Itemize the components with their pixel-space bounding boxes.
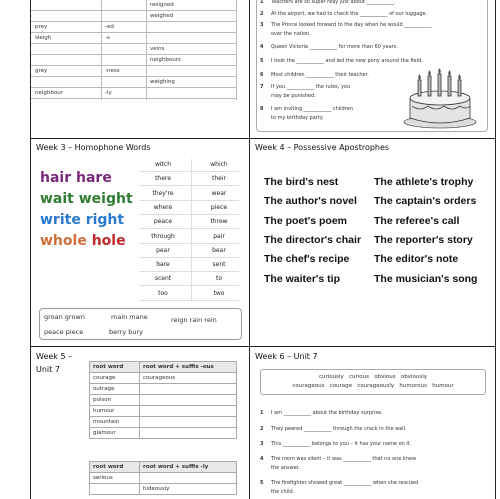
sentence-text: If you ___________ the rules, you bbox=[271, 84, 351, 90]
homophone-row-line bbox=[139, 200, 239, 201]
sentence bbox=[260, 44, 398, 50]
table-cell: glamour bbox=[90, 428, 140, 439]
homophone-row-line bbox=[139, 228, 239, 229]
table-row-line bbox=[31, 21, 237, 22]
table-header-row bbox=[90, 362, 237, 373]
sentence-number: 2 bbox=[260, 11, 264, 17]
week5-cell bbox=[31, 347, 249, 499]
homophone-word: hair bbox=[40, 170, 72, 186]
homophone-pair bbox=[40, 212, 124, 228]
sentence-number: 4 bbox=[260, 44, 264, 50]
table-cell: hideously bbox=[140, 484, 237, 495]
homophone-row-line bbox=[139, 285, 239, 286]
possessive-phrase: The reporter's story bbox=[374, 233, 473, 246]
table-cell bbox=[140, 384, 237, 395]
sentence-text: to my birthday party. bbox=[271, 115, 324, 121]
homophone-row-line bbox=[139, 214, 239, 215]
table-cell: outrage bbox=[90, 384, 140, 395]
ly-suffix-table bbox=[89, 461, 237, 495]
homophone-word: wait bbox=[40, 191, 74, 207]
sentence-number: 4 bbox=[260, 456, 264, 462]
table-cell: -s bbox=[105, 35, 110, 41]
table-row-line bbox=[31, 76, 237, 77]
table-cell: resigned bbox=[150, 2, 174, 8]
sentence-text: Teachers are so super reay just about ___________. bbox=[271, 0, 396, 5]
homophone-cell: their bbox=[212, 175, 226, 183]
table-cell: grey bbox=[35, 68, 48, 74]
table-row-line bbox=[31, 54, 237, 55]
word-bank bbox=[260, 369, 486, 395]
week1-cell bbox=[31, 0, 249, 138]
homophone-box-word: berry bury bbox=[109, 328, 144, 336]
table-cell: poison bbox=[90, 395, 140, 406]
table-header: root word bbox=[90, 362, 140, 373]
table-row-line bbox=[31, 65, 237, 66]
homophone-cell: there bbox=[155, 175, 171, 183]
sentence-text: Most children ___________ their teacher. bbox=[271, 72, 369, 78]
sentence bbox=[260, 106, 353, 112]
grid-right-border bbox=[495, 0, 496, 499]
sentence bbox=[260, 11, 427, 17]
sentence-text: Queen Victoria ___________ for more than 60 years. bbox=[271, 44, 398, 50]
week5-heading: Week 5 – bbox=[36, 352, 73, 361]
sentence bbox=[260, 441, 411, 447]
sentence-number: 1 bbox=[260, 0, 264, 5]
sentence-text: I am inviting ___________ children bbox=[271, 106, 353, 112]
sentence-text: I took the ___________ and led the new pony around the field. bbox=[271, 58, 423, 64]
possessive-phrase: The referee's call bbox=[374, 214, 460, 227]
word-bank-line-1: curiously curious obvious obviously bbox=[318, 374, 428, 380]
sentence-number: 6 bbox=[260, 72, 264, 78]
table-cell bbox=[140, 417, 237, 428]
table-header: root word + suffix -ly bbox=[140, 462, 237, 473]
possessive-phrase: The captain's orders bbox=[374, 195, 477, 208]
sentence bbox=[260, 456, 416, 462]
homophone-word: whole bbox=[40, 233, 87, 249]
table-cell: courage bbox=[90, 373, 140, 384]
table-row-line bbox=[31, 10, 237, 11]
table-cell: serious bbox=[90, 473, 140, 484]
sentence bbox=[260, 31, 311, 37]
table-row bbox=[90, 417, 237, 428]
homophone-cell: to bbox=[215, 275, 223, 283]
sentence-text: over the nation. bbox=[271, 31, 311, 37]
sentence bbox=[260, 58, 423, 64]
week5-heading-unit: Unit 7 bbox=[36, 365, 60, 374]
sentence-text: They peered ___________ through the crack in the wall. bbox=[271, 426, 407, 432]
sentence-text: The room was silent – it was ___________ that no one knew bbox=[271, 456, 417, 462]
homophone-word: hare bbox=[76, 170, 112, 186]
sentence-number: 5 bbox=[260, 480, 264, 486]
homophone-cell: peace bbox=[153, 218, 173, 226]
homophone-row-line bbox=[139, 171, 239, 172]
table-header: root word + suffix -ous bbox=[140, 362, 237, 373]
possessive-phrase: The waiter's tip bbox=[264, 272, 341, 285]
table-cell: weighing bbox=[150, 79, 175, 85]
sentence-number: 3 bbox=[260, 22, 264, 28]
possessive-phrase: The bird's nest bbox=[264, 176, 339, 188]
homophone-word: write bbox=[40, 212, 81, 228]
homophone-cell: scent bbox=[154, 275, 172, 283]
sentence bbox=[260, 0, 396, 5]
table-row-line bbox=[31, 43, 237, 44]
table-cell bbox=[140, 395, 237, 406]
week3-cell bbox=[31, 139, 249, 346]
table-cell: -ness bbox=[105, 68, 120, 74]
possessive-phrase: The author's novel bbox=[264, 195, 357, 208]
word-bank-line-2: courageous courage courageously humorous humour bbox=[292, 383, 454, 389]
table-row bbox=[90, 473, 237, 484]
sentence-text: The firefighter showed great ___________ when she rescued bbox=[271, 480, 419, 486]
homophone-cell: pair bbox=[213, 232, 225, 240]
table-cell: weighed bbox=[150, 13, 174, 19]
sentence-text: The Prince looked forward to the day when he would ___________ bbox=[271, 22, 432, 28]
sentence bbox=[260, 426, 407, 432]
sentence-number: 1 bbox=[260, 410, 264, 416]
table-cell: veins bbox=[150, 46, 165, 52]
w1-col-line-2 bbox=[146, 0, 147, 100]
sentence bbox=[260, 465, 300, 471]
birthday-cake-image bbox=[400, 68, 480, 130]
homophone-cell: through bbox=[151, 232, 175, 240]
table-cell: sleigh bbox=[35, 35, 52, 41]
homophone-cell: pear bbox=[156, 246, 170, 254]
table-cell bbox=[140, 473, 237, 484]
homophone-row-line bbox=[139, 185, 239, 186]
sentence-number: 2 bbox=[260, 426, 264, 432]
table-row-line bbox=[31, 98, 237, 99]
sentence-text: the answer. bbox=[271, 465, 300, 471]
homophone-cell: two bbox=[213, 289, 225, 297]
homophone-box-word: reign rain rein bbox=[171, 316, 217, 324]
sentence bbox=[260, 22, 432, 28]
homophone-word: right bbox=[85, 212, 125, 228]
homophone-word: hole bbox=[91, 233, 126, 249]
table-row bbox=[90, 395, 237, 406]
homophone-cell: which bbox=[210, 161, 228, 168]
table-cell: neighbours bbox=[150, 57, 181, 63]
table-row bbox=[90, 384, 237, 395]
possessive-phrase: The musician's song bbox=[374, 272, 478, 285]
sentence-number: 8 bbox=[260, 106, 264, 112]
sentence bbox=[260, 84, 350, 90]
sentence bbox=[260, 480, 418, 486]
week6-heading: Week 6 – Unit 7 bbox=[255, 352, 318, 361]
possessive-phrase: The athlete's trophy bbox=[374, 176, 474, 188]
week3-heading: Week 3 – Homophone Words bbox=[36, 143, 151, 152]
week4-heading: Week 4 – Possessive Apostrophes bbox=[255, 143, 390, 152]
sentence-text: At the airport, we had to check the ___________ of our luggage. bbox=[271, 11, 428, 17]
homophone-row-line bbox=[139, 257, 239, 258]
sentence-text: This ___________ belongs to you – it has your name on it. bbox=[271, 441, 412, 447]
sentence-text: I am ___________ about the birthday surprise. bbox=[271, 410, 383, 416]
homophone-cell: sent bbox=[212, 261, 226, 269]
homophone-pair bbox=[40, 233, 126, 249]
table-cell: -ed bbox=[105, 24, 114, 30]
homophone-pair bbox=[40, 170, 112, 186]
homophone-cell: bare bbox=[156, 261, 170, 269]
possessive-phrase: The editor's note bbox=[374, 253, 459, 266]
possessive-phrase: The poet's poem bbox=[264, 214, 348, 227]
homophone-box-word: peace piece bbox=[44, 328, 84, 336]
sentence-number: 3 bbox=[260, 441, 264, 447]
week6-cell bbox=[250, 347, 495, 499]
sentence bbox=[260, 115, 324, 121]
homophone-cell: threw bbox=[210, 218, 228, 226]
homophone-cell: wear bbox=[211, 189, 227, 197]
table-row-line bbox=[31, 32, 237, 33]
homophone-row-line bbox=[139, 300, 239, 301]
week2-cell bbox=[250, 0, 495, 138]
homophone-box-word: groan grown bbox=[44, 313, 85, 321]
possessive-phrase: The director's chair bbox=[264, 233, 362, 246]
table-cell bbox=[140, 406, 237, 417]
w1-col-line-1 bbox=[101, 0, 102, 100]
sentence-number: 7 bbox=[260, 84, 264, 90]
homophone-cell: bear bbox=[212, 246, 226, 254]
table-row bbox=[90, 428, 237, 439]
table-cell: -ly bbox=[105, 90, 112, 96]
week4-cell bbox=[250, 139, 495, 346]
table-header: root word bbox=[90, 462, 140, 473]
table-cell: mountain bbox=[90, 417, 140, 428]
table-row bbox=[90, 484, 237, 495]
homophone-cell: piece bbox=[210, 203, 228, 211]
w1-col-line-3 bbox=[236, 0, 237, 100]
possessive-phrase: The chef's recipe bbox=[264, 253, 350, 266]
ous-suffix-table bbox=[89, 361, 237, 439]
homophone-cell: they're bbox=[152, 189, 174, 197]
sentence-text: may be punished. bbox=[271, 93, 316, 99]
sentence bbox=[260, 72, 369, 78]
homophone-pair bbox=[40, 191, 133, 207]
sentence bbox=[260, 410, 383, 416]
homophone-row-line bbox=[139, 243, 239, 244]
homophone-cell: witch bbox=[154, 161, 172, 168]
table-cell: courageous bbox=[140, 373, 237, 384]
table-row-line bbox=[31, 87, 237, 88]
table-cell bbox=[140, 428, 237, 439]
sentence bbox=[260, 93, 316, 99]
homophone-row-line bbox=[139, 271, 239, 272]
table-cell: prey bbox=[35, 24, 48, 30]
sentence-number: 5 bbox=[260, 58, 264, 64]
sentence bbox=[260, 489, 294, 495]
homophone-cell: too bbox=[158, 289, 168, 297]
table-cell bbox=[90, 484, 140, 495]
homophone-col-line bbox=[191, 159, 192, 301]
table-cell: humour bbox=[90, 406, 140, 417]
homophone-word: weight bbox=[78, 191, 133, 207]
table-row bbox=[90, 406, 237, 417]
table-row bbox=[90, 373, 237, 384]
homophone-cell: where bbox=[153, 203, 173, 211]
table-cell: neighbour bbox=[35, 90, 63, 96]
sentence-text: the child. bbox=[271, 489, 295, 495]
table-header-row bbox=[90, 462, 237, 473]
homophone-box-word: main mane bbox=[111, 313, 148, 321]
